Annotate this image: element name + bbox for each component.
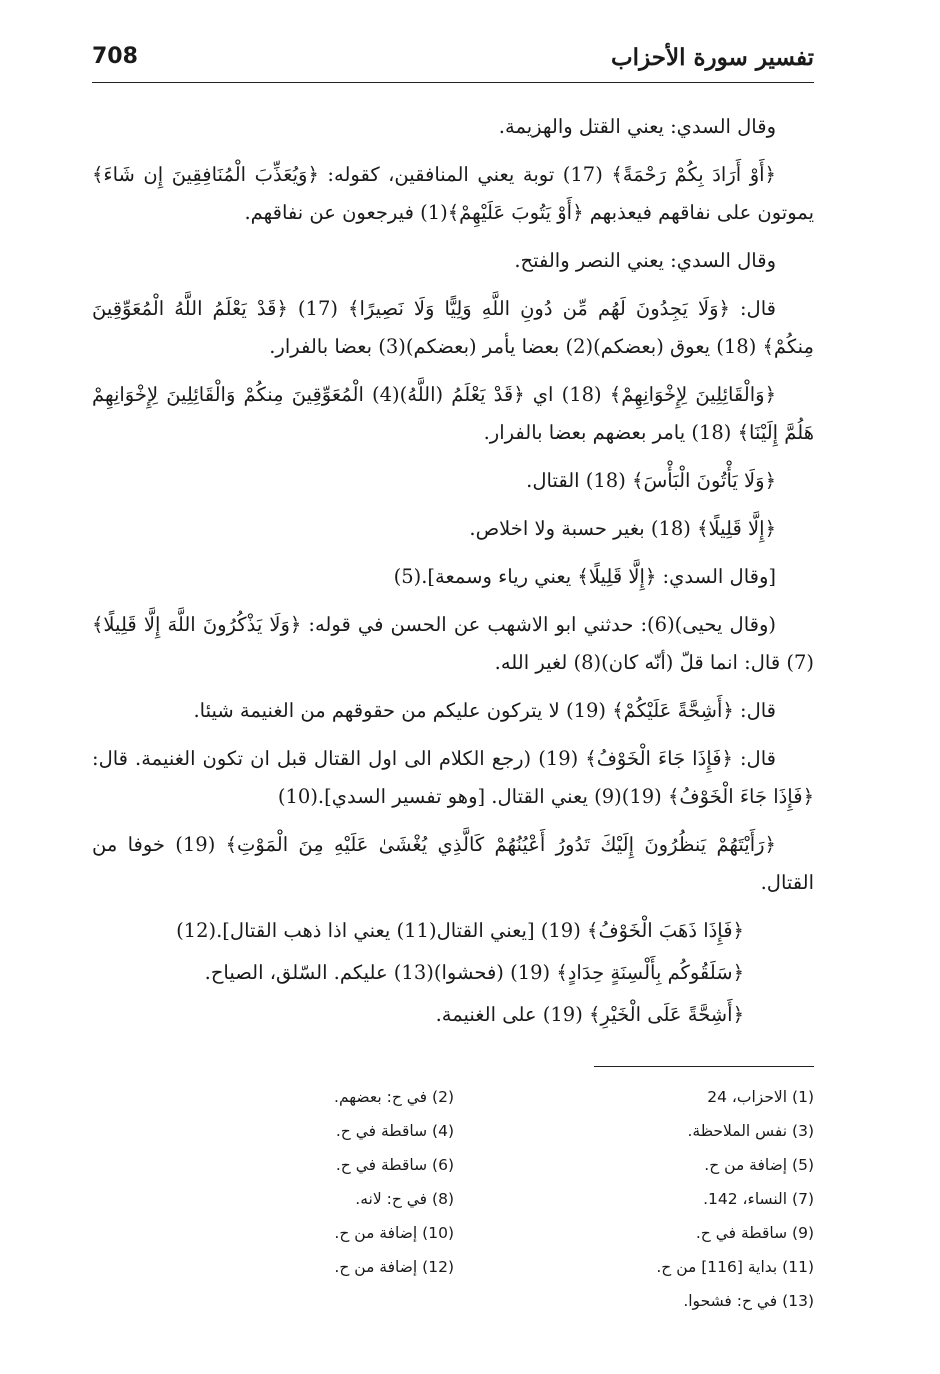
footnote: (2) في ح: بعضهم. (334, 1088, 454, 1106)
main-text (92, 108, 814, 1038)
footnote: (3) نفس الملاحظة. (687, 1122, 814, 1140)
paragraph: وقال السدي: يعني القتل والهزيمة. (498, 115, 776, 138)
indented-line: ﴿أَشِحَّةً عَلَى الْخَيْرِ﴾ (19) على الغنيمة. (435, 1003, 744, 1026)
footnote: (6) ساقطة في ح. (335, 1156, 454, 1174)
indented-line: ﴿فَإِذَا ذَهَبَ الْخَوْفُ﴾ (19) [يعني القتال(11) يعني اذا ذهب القتال].(12) (176, 919, 744, 942)
page-header (92, 42, 814, 83)
footnote: (4) ساقطة في ح. (335, 1122, 454, 1140)
paragraph: قال: ﴿وَلَا يَجِدُونَ لَهُم مِّن دُونِ اللَّهِ وَلِيًّا وَلَا نَصِيرًا﴾ (17) ﴿قَدْ يَعْلَمُ اللَّهُ الْمُعَوِّقِينَ مِنكُمْ﴾ (18) يعوق (بعضكم)(2) بعضا يأمر (بعضكم)(3) بعضا بالفرار. (92, 297, 814, 358)
footnote: (9) ساقطة في ح. (695, 1224, 814, 1242)
footnote: (1) الاحزاب، 24 (707, 1088, 814, 1106)
footnote: (8) في ح: لانه. (355, 1190, 454, 1208)
page-number: 708 (92, 44, 138, 69)
footnote-divider (594, 1066, 814, 1067)
footnote: (11) بداية [116] من ح. (656, 1258, 814, 1276)
paragraph: ﴿رَأَيْتَهُمْ يَنظُرُونَ إِلَيْكَ تَدُورُ أَعْيُنُهُمْ كَالَّذِي يُغْشَىٰ عَلَيْهِ مِنَ الْمَوْتِ﴾ (19) خوفا من القتال. (92, 833, 814, 894)
footnote: (13) في ح: فشحوا. (683, 1292, 814, 1310)
paragraph: ﴿وَلَا يَأْتُونَ الْبَأْسَ﴾ (18) القتال. (526, 469, 776, 492)
running-title: تفسير سورة الأحزاب (611, 44, 814, 71)
paragraph: ﴿إِلَّا قَلِيلًا﴾ (18) بغير حسبة ولا اخلاص. (469, 517, 776, 540)
footnote: (5) إضافة من ح. (704, 1156, 814, 1174)
paragraph: قال: ﴿أَشِحَّةً عَلَيْكُمْ﴾ (19) لا يتركون عليكم من حقوقهم من الغنيمة شيئا. (193, 699, 776, 722)
footnotes-column-right (514, 1080, 814, 1318)
paragraph: وقال السدي: يعني النصر والفتح. (514, 249, 776, 272)
footnotes-column-left (154, 1080, 454, 1284)
paragraph: [وقال السدي: ﴿إِلَّا قَلِيلًا﴾ يعني رياء وسمعة].(5) (393, 565, 776, 588)
paragraph: ﴿أَوْ أَرَادَ بِكُمْ رَحْمَةً﴾ (17) توبة يعني المنافقين، كقوله: ﴿وَيُعَذِّبَ الْمُنَافِقِينَ إِن شَاءَ﴾ يموتون على نفاقهم فيعذبهم ﴿أَوْ يَتُوبَ عَلَيْهِمْ﴾(1) فيرجعون عن نفاقهم. (92, 163, 814, 224)
footnote: (12) إضافة من ح. (334, 1258, 454, 1276)
book-page (92, 40, 814, 1340)
indented-line: ﴿سَلَقُوكُم بِأَلْسِنَةٍ حِدَادٍ﴾ (19) (فحشوا)(13) عليكم. السّلق، الصياح. (204, 961, 744, 984)
footnote: (7) النساء، 142. (703, 1190, 814, 1208)
paragraph: ﴿وَالْقَائِلِينَ لِإِخْوَانِهِمْ﴾ (18) اي ﴿قَدْ يَعْلَمُ (اللَّهُ)(4) الْمُعَوِّقِينَ مِنكُمْ وَالْقَائِلِينَ لِإِخْوَانِهِمْ هَلُمَّ إِلَيْنَا﴾ (18) يامر بعضهم بعضا بالفرار. (92, 383, 814, 444)
footnote: (10) إضافة من ح. (334, 1224, 454, 1242)
paragraph: قال: ﴿فَإِذَا جَاءَ الْخَوْفُ﴾ (19) (رجع الكلام الى اول القتال قبل ان تكون الغنيمة. قال: ﴿فَإِذَا جَاءَ الْخَوْفُ﴾ (19)(9) يعني القتال. [وهو تفسير السدي].(10) (92, 747, 814, 808)
paragraph: (وقال يحيى)(6): حدثني ابو الاشهب عن الحسن في قوله: ﴿وَلَا يَذْكُرُونَ اللَّهَ إِلَّا قَلِيلًا﴾(7) قال: انما قلّ (أنّه كان)(8) لغير الله. (92, 613, 814, 674)
